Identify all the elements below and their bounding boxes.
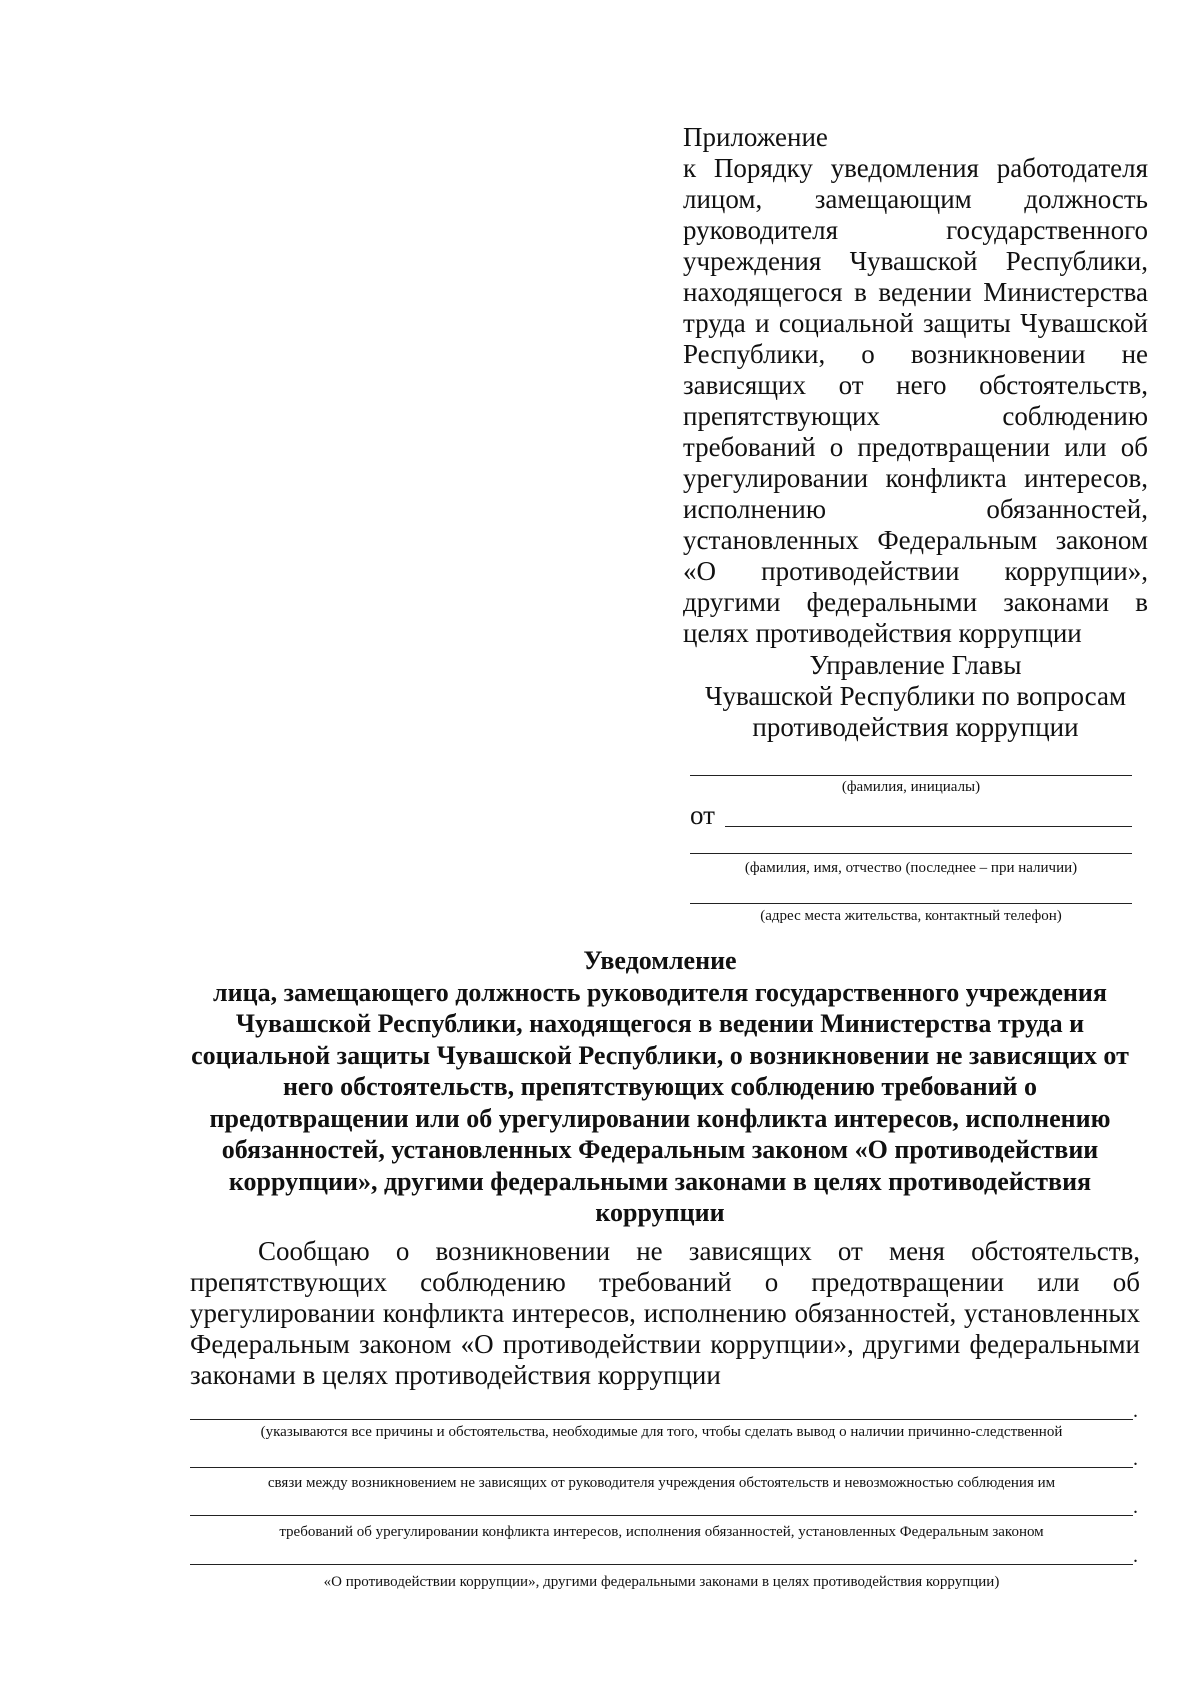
fill-caption-3: требований об урегулировании конфликта интересов, исполнения обязанностей, установленных Федеральным законом <box>279 1524 1044 1540</box>
fill-line-4[interactable] <box>190 1564 1133 1565</box>
fill-line-1-end: . <box>1133 1400 1138 1422</box>
from-label: от <box>690 800 715 830</box>
notice-heading <box>185 945 1135 1229</box>
fill-caption-2: связи между возникновением не зависящих от руководителя учреждения обстоятельств и невозможностью соблюдения им <box>267 1475 1056 1491</box>
addressee-block <box>683 650 1148 743</box>
message-paragraph: Сообщаю о возникновении не зависящих от меня обстоятельств, препятствующих соблюдению требований о предотвращении или об урегулировании конфликта интересов, исполнению обязанностей, установленных Федеральным законом «О противодействии коррупции», другими федеральными законами в целях противодействия коррупции <box>190 1236 1140 1390</box>
name-initials-caption: (фамилия, инициалы) <box>841 779 981 795</box>
from-line[interactable] <box>725 826 1132 827</box>
appendix-title: Приложение <box>683 122 828 152</box>
fill-caption-4: «О противодействии коррупции», другими федеральными законами в целях противодействия коррупции) <box>323 1574 1000 1590</box>
addressee-line-3: противодействия коррупции <box>752 712 1079 742</box>
full-name-line[interactable] <box>690 853 1132 854</box>
fill-line-2-end: . <box>1133 1448 1138 1470</box>
fill-line-4-end: . <box>1133 1545 1138 1567</box>
fill-line-3-end: . <box>1133 1496 1138 1518</box>
addressee-line-2: Чувашской Республики по вопросам <box>704 681 1127 711</box>
notice-title: Уведомление <box>583 946 737 975</box>
fill-line-2[interactable] <box>190 1467 1133 1468</box>
appendix-block <box>683 122 1148 649</box>
fill-line-1[interactable] <box>190 1419 1133 1420</box>
notice-subtitle: лица, замещающего должность руководителя государственного учреждения Чувашской Республики, находящегося в ведении Министерства труда и социальной защиты Чувашской Республики, о возникновении не зависящих от него обстоятельств, препятствующих соблюдению требований о предотвращении или об урегулировании конфликта интересов, исполнению обязанностей, установленных Федеральным законом «О противодействии коррупции», другими федеральными законами в целях противодействия коррупции <box>191 977 1129 1227</box>
appendix-body: к Порядку уведомления работодателя лицом, замещающим должность руководителя государственного учреждения Чувашской Республики, находящегося в ведении Министерства труда и социальной защиты Чувашской Республики, о возникновении не зависящих от него обстоятельств, препятствующих соблюдению требований о предотвращении или об урегулировании конфликта интересов, исполнению обязанностей, установленных Федеральным законом «О противодействии коррупции», другими федеральными законами в целях противодействия коррупции <box>683 153 1148 648</box>
name-initials-line[interactable] <box>690 775 1132 776</box>
full-name-caption: (фамилия, имя, отчество (последнее – при наличии) <box>744 860 1078 876</box>
address-line[interactable] <box>690 903 1132 904</box>
address-caption: (адрес места жительства, контактный телефон) <box>760 908 1062 924</box>
fill-caption-1: (указываются все причины и обстоятельства, необходимые для того, чтобы сделать вывод о наличии причинно-следственной <box>260 1424 1063 1440</box>
addressee-line-1: Управление Главы <box>809 650 1022 680</box>
fill-line-3[interactable] <box>190 1515 1133 1516</box>
